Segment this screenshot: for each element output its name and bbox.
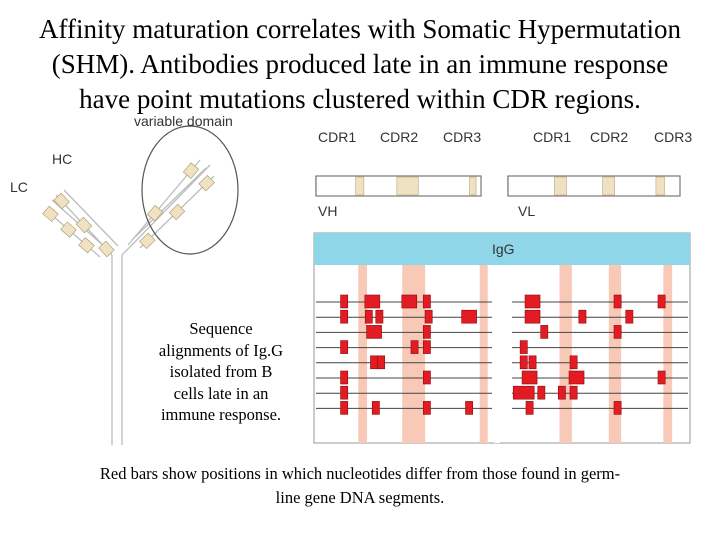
mutation-bar [341,310,348,323]
alignment-header-label: IgG [492,241,515,257]
figure-caption-line-1: Red bars show positions in which nucleotides differ from those found in germ- [99,464,621,483]
mutation-bar [402,295,417,308]
vh-cdr3-label: CDR3 [443,129,482,145]
mutation-bar [423,295,430,308]
vl-cdr2-label: CDR2 [590,129,629,145]
mutation-bar [658,371,665,384]
mutation-bar [423,325,430,338]
mutation-bar [522,371,537,384]
vl-sequence-bar [508,176,680,196]
vl-cdr2-band [609,265,621,443]
vh-cdr2-label: CDR2 [380,129,419,145]
mutation-bar [614,401,621,414]
mutation-bar [372,401,379,414]
mutation-bar [614,325,621,338]
alignment-caption-line-4: cells late in an [173,383,269,403]
vl-cdr2-block [603,177,615,195]
lc-label: LC [10,179,28,195]
figure-caption [20,462,700,510]
mutation-bar [558,386,565,399]
title-line-3: have point mutations clustered within CDR regions. [79,84,641,114]
vh-cdr1-label: CDR1 [318,129,357,145]
mutation-bar [526,401,533,414]
mutation-bar [466,401,473,414]
mutation-bar [541,325,548,338]
alignment-caption-line-1: Sequence [189,319,253,338]
alignment-caption-line-2: alignments of Ig.G [158,340,284,360]
alignment-caption [140,318,302,426]
antibody-cdr-blocks [43,163,215,257]
mutation-bar [378,356,385,369]
mutation-bar [423,401,430,414]
mutation-bar [525,310,540,323]
vl-label: VL [518,203,536,219]
vl-cdr1-band [560,265,572,443]
mutation-bar [513,386,534,399]
mutation-bar [462,310,477,323]
right-arm-outer [122,165,210,255]
vl-cdr1-block [554,177,566,195]
mutation-bar [569,371,584,384]
vl-cdr3-band [663,265,672,443]
vh-cdr3-band [480,265,488,443]
mutation-bar [365,310,372,323]
alignment-panel [314,233,690,443]
mutation-bar [341,371,348,384]
variable-domain-label: variable domain [134,113,233,129]
vh-cdr2-band [402,265,425,443]
mutation-bar [370,356,377,369]
vh-cdr2-block [397,177,418,195]
vl-cdr3-label: CDR3 [654,129,693,145]
vh-label: VH [318,203,338,219]
mutation-bar [365,295,380,308]
mutation-bar [626,310,633,323]
title-line-2: (SHM). Antibodies produced late in an immune response [51,49,669,79]
mutation-bar [570,356,577,369]
mutation-bar [525,295,540,308]
mutation-bar [367,325,382,338]
mutation-bar [423,371,430,384]
alignment-caption-line-3: isolated from B [169,362,273,381]
mutation-bar [341,341,348,354]
mutation-bar [376,310,383,323]
vh-cdr1-band [358,265,367,443]
mutation-bar [614,295,621,308]
vl-cdr3-block [656,177,665,195]
mutation-bar [341,295,348,308]
mutation-bar [425,310,432,323]
vh-cdr3-block [469,177,476,195]
alignment-caption-line-5: immune response. [160,405,282,424]
vh-cdr1-block [356,177,364,195]
mutation-bar [570,386,577,399]
vl-region-diagram [508,129,692,219]
mutation-bar [538,386,545,399]
mutation-bar [579,310,586,323]
hc-label: HC [52,151,73,167]
mutation-bar [520,356,527,369]
mutation-bar [341,386,348,399]
variable-domain-circle [142,126,238,254]
mutation-bar [658,295,665,308]
mutation-bar [341,401,348,414]
mutation-bar [529,356,536,369]
mutation-bar [423,341,430,354]
vh-region-diagram [316,129,481,219]
mutation-bar [411,341,418,354]
figure-caption-line-2: line gene DNA segments. [275,488,445,507]
vl-cdr1-label: CDR1 [533,129,572,145]
title-line-1: Affinity maturation correlates with Somatic Hypermutation [38,14,682,44]
mutation-bar [520,341,527,354]
